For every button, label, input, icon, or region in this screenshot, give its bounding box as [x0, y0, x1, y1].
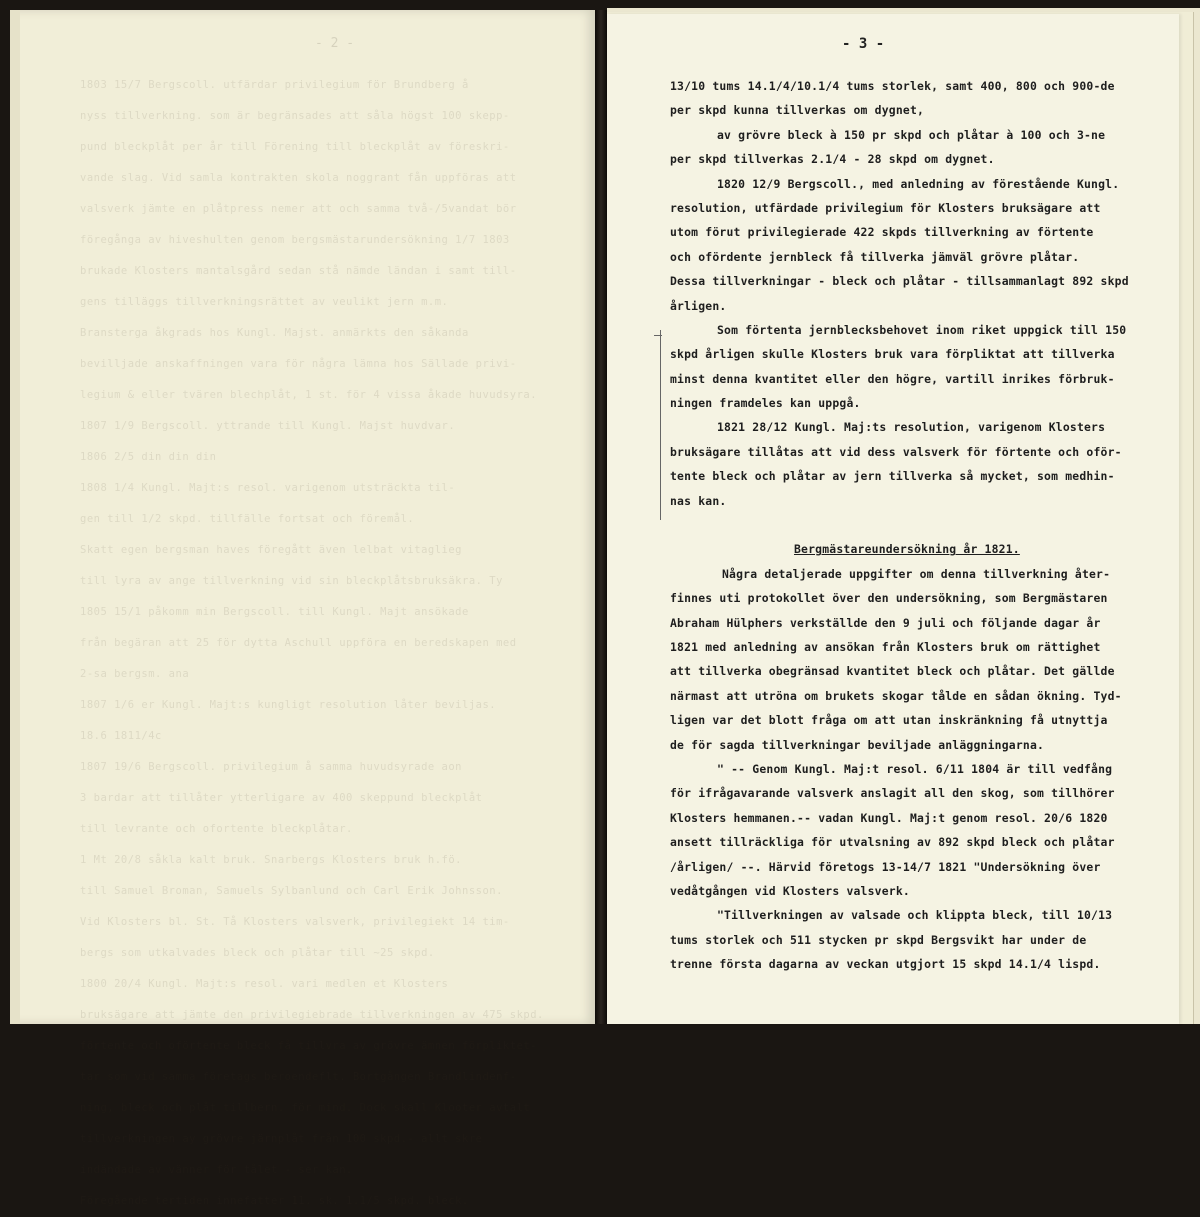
text-line: nas kan. [670, 493, 727, 508]
ghost-line: Vid Klosters bl. St. Tå Klosters valsverk, privilegiekt 14 tim- [80, 916, 510, 928]
book-gutter [595, 10, 607, 1024]
ghost-line: 1807 19/6 Bergscoll. privilegium å samma huvudsyrade aon [80, 761, 463, 773]
ghost-line: till levrante och ofortente bleckplåtar. [80, 823, 353, 835]
ghost-line: förtente och oförtente bleck få tillvra av grövre ämnen förpliktet- [80, 1040, 538, 1052]
text-line: för ifrågavarande valsverk anslagit all den skog, som tillhörer [670, 786, 1115, 801]
ghost-line: pund bleckplåt per år till Förening till bleckplåt av föreskri- [80, 141, 510, 153]
text-line: trenne första dagarna av veckan utgjort 15 skpd 14.1/4 lispd. [670, 957, 1101, 972]
ghost-line: 1807 1/9 Bergscoll. yttrande till Kungl. Majst huvdvar. [80, 420, 456, 432]
right-page [607, 14, 1179, 1024]
text-line: tums storlek och 511 stycken pr skpd Bergsvikt har under de [670, 932, 1087, 947]
ghost-line: Skatt egen bergsman haves föregått även lelbat vitaglieg [80, 544, 463, 556]
ghost-line: 1807 1/6 er Kungl. Majt:s kungligt resolution låter beviljas. [80, 699, 497, 711]
section-heading: Bergmästareundersökning år 1821. [794, 542, 1020, 557]
ghost-line: till Samuel Broman, Samuels Sylbanlund och Carl Erik Johnsson. [80, 885, 503, 897]
ghost-line: indändade av vänner för tålet - ser kan. [80, 1164, 353, 1176]
text-line: minst denna kvantitet eller den högre, vartill inrikes förbruk- [670, 371, 1115, 386]
text-line: ningen framdeles kan uppgå. [670, 396, 861, 411]
text-line: Abraham Hülphers verkställde den 9 juli och följande dagar år [670, 615, 1101, 630]
text-line: 1821 28/12 Kungl. Maj:ts resolution, varigenom Klosters [717, 420, 1106, 435]
page-number: - 3 - [842, 36, 885, 52]
text-line: per skpd kunna tillverkas om dygnet, [670, 103, 925, 118]
left-page-number: - 2 - [315, 36, 355, 51]
ghost-line: bruksägare att jämte den privilegiebrade tillverkningen av 475 skpd. [80, 1009, 544, 1021]
text-line: Dessa tillverkningar - bleck och plåtar - tillsammanlagt 892 skpd [670, 274, 1129, 289]
text-line: bruksägare tillåtas att vid dess valsverk för förtente och oför- [670, 444, 1122, 459]
text-line: " -- Genom Kungl. Maj:t resol. 6/11 1804 är till vedfång [717, 761, 1113, 776]
ghost-line: till lyra av ange tillverkning vid sin bleckplåtsbruksäkra. Ty [80, 575, 503, 587]
ghost-line: Bransterga åkgrads hos Kungl. Majst. anmärkts den såkanda [80, 327, 469, 339]
ghost-line: från begäran att 25 för dytta Aschull uppföra en beredskapen med [80, 637, 517, 649]
ghost-line: vande slag. Vid samla kontrakten skola noggrant fån uppföras att [80, 172, 517, 184]
text-line: Klosters hemmanen.-- vadan Kungl. Maj:t genom resol. 20/6 1820 [670, 810, 1108, 825]
text-line: resolution, utfärdade privilegium för Klosters bruksägare att [670, 200, 1101, 215]
text-line [670, 513, 1165, 537]
text-line: 13/10 tums 14.1/4/10.1/4 tums storlek, samt 400, 800 och 900-de [670, 79, 1115, 93]
left-page-bleedthrough-text [80, 70, 550, 1217]
text-line: utom förut privilegierade 422 skpds tillverkning av förtente [670, 225, 1094, 240]
text-line: närmast att utröna om brukets skogar tålde en sådan ökning. Tyd- [670, 688, 1122, 703]
text-line: att tillverka obegränsad kvantitet bleck och plåtar. Det gällde [670, 664, 1115, 679]
text-line: "Tillverkningen av valsade och klippta bleck, till 10/13 [717, 908, 1113, 923]
ghost-line: gen till 1/2 skpd. tillfälle fortsat och föremål. [80, 513, 415, 525]
text-line: 1821 med anledning av ansökan från Klosters bruk om rättighet [670, 639, 1101, 654]
ghost-line: 3 bardar att tillåter ytterligare av 400 skeppund bleckplåt [80, 792, 483, 804]
ghost-line: gens tilläggs tillverkningsrättet av veulikt jern m.m. [80, 296, 449, 308]
text-line: och ofördente jernbleck få tillverka jämväl grövre plåtar. [670, 249, 1080, 264]
text-line: de för sagda tillverkningar beviljade anläggningarna. [670, 737, 1045, 752]
text-line: av grövre bleck à 150 pr skpd och plåtar à 100 och 3-ne [717, 127, 1106, 142]
text-line: /årligen/ --. Härvid företogs 13-14/7 1821 "Undersökning över [670, 859, 1101, 874]
text-line: Som förtenta jernblecksbehovet inom riket uppgick till 150 [717, 322, 1127, 337]
text-line: tente bleck och plåtar av jern tillverka så mycket, som medhin- [670, 469, 1115, 484]
ghost-line: 1803 15/7 Bergscoll. utfärdar privilegium för Brundberg å [80, 79, 469, 91]
text-line: vedåtgången vid Klosters valsverk. [670, 883, 910, 898]
margin-pencil-tick [654, 335, 662, 336]
ghost-line: 1800 20/4 Kungl. Majt:s resol. vari medlen et Klosters [80, 978, 449, 990]
text-line: finnes uti protokollet över den undersökning, som Bergmästaren [670, 591, 1108, 606]
ghost-line: 1805 15/1 påkomm min Bergscoll. till Kungl. Majt ansökade [80, 606, 469, 618]
left-page-edge [10, 10, 20, 1024]
ghost-line: 18.6 1811/4c [80, 730, 162, 742]
text-line: skpd årligen skulle Klosters bruk vara förpliktat att tillverka [670, 347, 1115, 362]
ghost-line: bergs som utkalvades bleck och plåtar till ~25 skpd. [80, 947, 435, 959]
ghost-line: tillverkningen ay grövre järnplåt från 100 skpd.- allt skre [80, 1133, 483, 1145]
ghost-line: valsverk jämte en plåtpress nemer att och samma två-/5vandat bör [80, 203, 517, 215]
text-line: ligen var det blott fråga om att utan inskränkning få utnyttja [670, 713, 1108, 728]
ghost-line: 1 Mt 20/8 såkla kalt bruk. Snarbergs Klosters bruk h.fö. [80, 854, 463, 866]
ghost-line: nyss tillverkning. som är begränsades att såla högst 100 skepp- [80, 110, 510, 122]
ghost-line: 1806 2/5 din din din [80, 451, 217, 463]
typed-text-body [670, 74, 1165, 976]
margin-pencil-mark [660, 330, 661, 520]
ghost-line: legium & eller tvären blechplåt, 1 st. för 4 vissa åkade huvudsyra. [80, 389, 538, 401]
text-line: 1820 12/9 Bergscoll., med anledning av förestående Kungl. [717, 176, 1120, 191]
ghost-line: 2-sa bergsm. ana [80, 668, 190, 680]
ghost-line: ning, bleck och plåt tillbern. för mind. Dock skall Klooter avtalt [80, 1102, 531, 1114]
ghost-line: brukade Klosters mantalsgård sedan stå nämde ländan i samt till- [80, 265, 517, 277]
text-line: årligen. [670, 298, 727, 313]
ghost-line: tar som vid samma företags beroendeflt. Bortgången Brandlindenf- [80, 1071, 517, 1083]
ghost-line: Föregående tertiden innefatter 11. sk. 1.1/5 skpd. bleck. [80, 1195, 469, 1207]
text-line: Några detaljerade uppgifter om denna tillverkning åter- [722, 566, 1111, 581]
ghost-line: föregånga av hiveshulten genom bergsmästarundersökning 1/7 1803 [80, 234, 510, 246]
ghost-line: bevilljade anskaffningen vara för några lämna hos Sällade privi- [80, 358, 517, 370]
ghost-line: 1808 1/4 Kungl. Majt:s resol. varigenom utsträckta til- [80, 482, 456, 494]
text-line: per skpd tillverkas 2.1/4 - 28 skpd om dygnet. [670, 152, 995, 167]
text-line: ansett tillräckliga för utvalsning av 892 skpd bleck och plåtar [670, 835, 1115, 850]
